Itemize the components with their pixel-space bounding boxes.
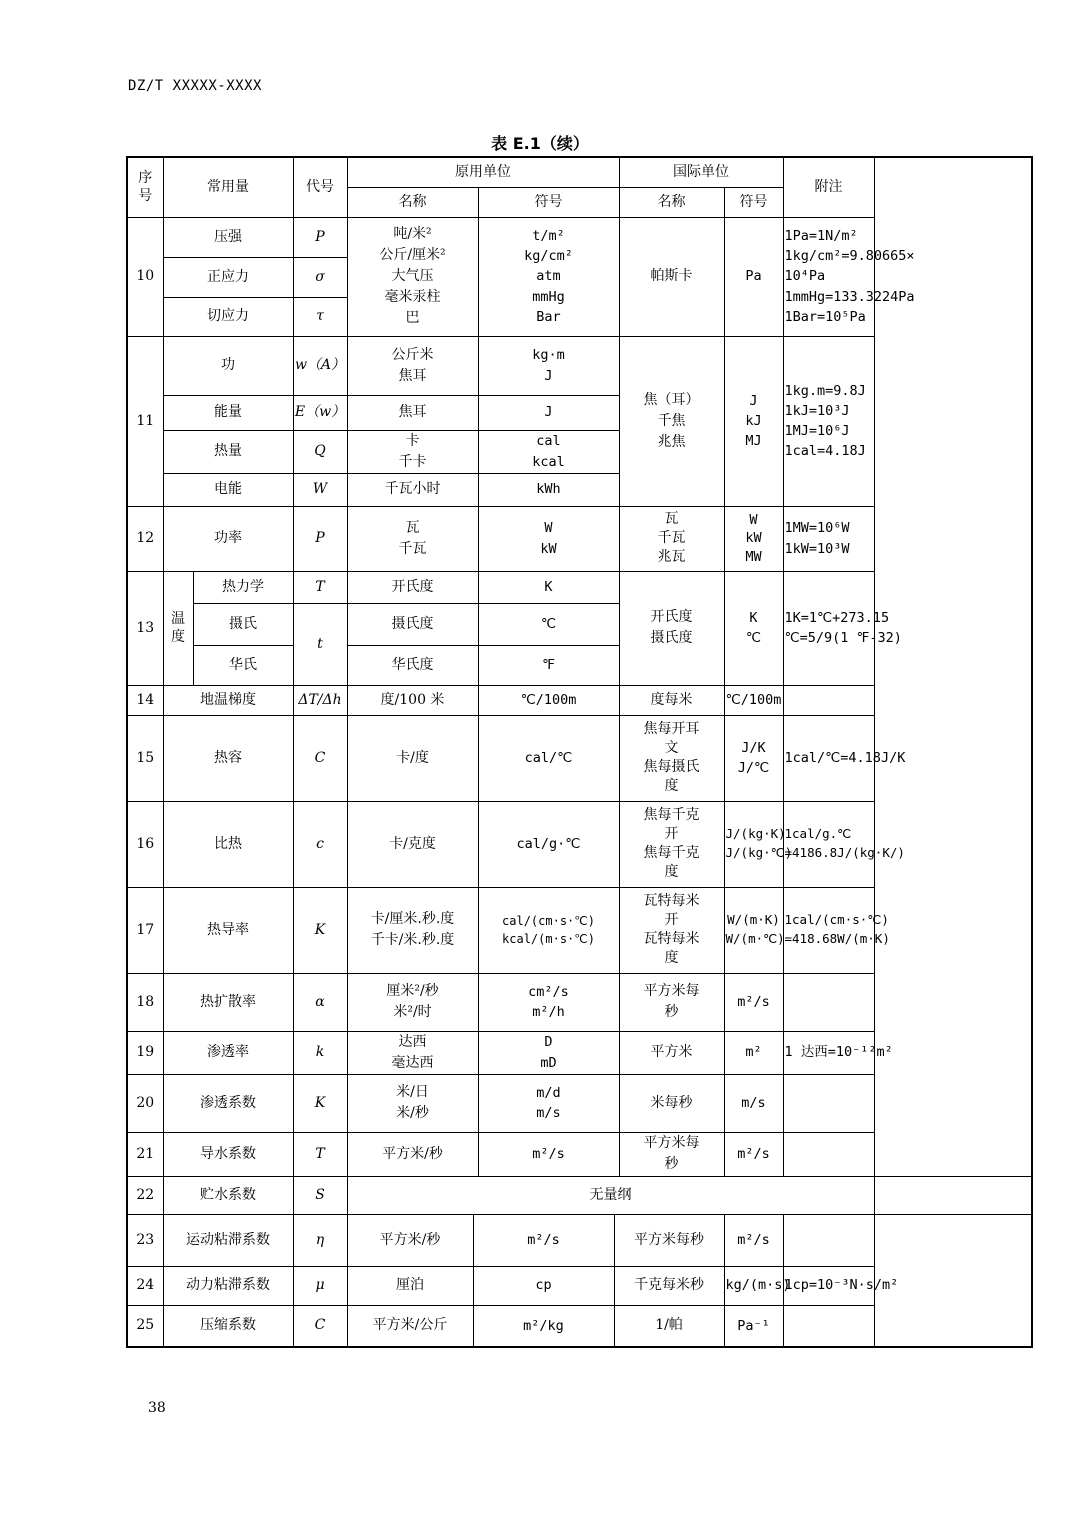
- quantity-cell: 压强: [163, 217, 293, 257]
- quantity-cell: 能量: [163, 395, 293, 430]
- symbol-cell: τ: [293, 297, 347, 336]
- note-cell: 1cal/℃=4.18J/K: [783, 715, 874, 801]
- symbol-cell: w（A）: [293, 336, 347, 395]
- quantity-cell: 电能: [163, 473, 293, 506]
- header-orig-sign: 符号: [478, 187, 619, 217]
- note-cell: [783, 1305, 874, 1347]
- quantity-cell: 地温梯度: [163, 685, 293, 715]
- note-cell: 1 达西=10⁻¹²m²: [783, 1031, 874, 1074]
- quantity-cell: 导水系数: [163, 1132, 293, 1176]
- orig-sign-cell: cm²/s m²/h: [478, 973, 619, 1031]
- symbol-cell: E（w）: [293, 395, 347, 430]
- orig-name-cell: 度/100 米: [347, 685, 478, 715]
- orig-name-cell: 公斤米 焦耳: [347, 336, 478, 395]
- note-cell: 1cp=10⁻³N·s/m²: [783, 1266, 874, 1305]
- si-name-cell: 平方米每 秒: [619, 973, 724, 1031]
- temperature-group-label: 温 度: [163, 571, 193, 685]
- orig-sign-cell: m²/s: [473, 1214, 614, 1266]
- symbol-cell: Q: [293, 430, 347, 473]
- orig-sign-cell: J: [478, 395, 619, 430]
- si-name-cell: 瓦特每米 开 瓦特每米 度: [619, 887, 724, 973]
- si-name-cell: 米每秒: [619, 1074, 724, 1132]
- row-number: 14: [127, 685, 163, 715]
- symbol-cell: K: [293, 887, 347, 973]
- si-sign-cell: m²/s: [724, 1132, 783, 1176]
- symbol-cell: T: [293, 1132, 347, 1176]
- si-sign-cell: Pa⁻¹: [724, 1305, 783, 1347]
- note-cell: [783, 1074, 874, 1132]
- si-name-cell: 焦每千克 开 焦每千克 度: [619, 801, 724, 887]
- orig-name-cell: 焦耳: [347, 395, 478, 430]
- si-sign-cell: J kJ MJ: [724, 336, 783, 506]
- symbol-cell: μ: [293, 1266, 347, 1305]
- note-cell: 1Pa=1N/m² 1kg/cm²=9.80665× 10⁴Pa 1mmHg=133.3224Pa 1Bar=10⁵Pa: [783, 217, 874, 336]
- si-sign-cell: m²/s: [724, 1214, 783, 1266]
- orig-name-cell: 摄氏度: [347, 603, 478, 645]
- quantity-cell: 热导率: [163, 887, 293, 973]
- orig-sign-cell: ℃/100m: [478, 685, 619, 715]
- row-number: 17: [127, 887, 163, 973]
- si-name-cell: 焦每开耳 文 焦每摄氏 度: [619, 715, 724, 801]
- orig-sign-cell: K: [478, 571, 619, 603]
- note-cell: [874, 1176, 1032, 1214]
- orig-sign-cell: cal kcal: [478, 430, 619, 473]
- si-sign-cell: W/(m·K) W/(m·℃): [724, 887, 783, 973]
- page-number: 38: [148, 1400, 166, 1416]
- header-si-sign: 符号: [724, 187, 783, 217]
- orig-sign-cell: ℃: [478, 603, 619, 645]
- quantity-cell: 切应力: [163, 297, 293, 336]
- si-name-cell: 平方米每 秒: [619, 1132, 724, 1176]
- row-number: 16: [127, 801, 163, 887]
- orig-sign-cell: t/m² kg/cm² atm mmHg Bar: [478, 217, 619, 336]
- row-number: 15: [127, 715, 163, 801]
- units-table: [126, 156, 1033, 1348]
- quantity-cell: 摄氏: [193, 603, 293, 645]
- orig-sign-cell: cal/(cm·s·℃) kcal/(m·s·℃): [478, 887, 619, 973]
- orig-name-cell: 平方米/公斤: [347, 1305, 473, 1347]
- orig-name-cell: 瓦 千瓦: [347, 506, 478, 571]
- symbol-cell: P: [293, 506, 347, 571]
- note-cell: 1K=1℃+273.15 ℃=5/9(1 ℉-32): [783, 571, 874, 685]
- si-sign-cell: kg/(m·s): [724, 1266, 783, 1305]
- quantity-cell: 功: [163, 336, 293, 395]
- orig-sign-cell: W kW: [478, 506, 619, 571]
- orig-name-cell: 卡 千卡: [347, 430, 478, 473]
- symbol-cell: W: [293, 473, 347, 506]
- row-number: 13: [127, 571, 163, 685]
- orig-name-cell: 千瓦小时: [347, 473, 478, 506]
- quantity-cell: 渗透率: [163, 1031, 293, 1074]
- row-number: 24: [127, 1266, 163, 1305]
- si-sign-cell: K ℃: [724, 571, 783, 685]
- si-sign-cell: m²: [724, 1031, 783, 1074]
- quantity-cell: 热力学: [193, 571, 293, 603]
- note-cell: [783, 685, 874, 715]
- symbol-cell: k: [293, 1031, 347, 1074]
- orig-sign-cell: m/d m/s: [478, 1074, 619, 1132]
- orig-name-cell: 厘米²/秒 米²/时: [347, 973, 478, 1031]
- orig-name-cell: 卡/度: [347, 715, 478, 801]
- orig-sign-cell: D mD: [478, 1031, 619, 1074]
- header-quantity: 常用量: [163, 157, 293, 217]
- si-name-cell: 开氏度 摄氏度: [619, 571, 724, 685]
- si-sign-cell: J/(kg·K) J/(kg·℃): [724, 801, 783, 887]
- si-name-cell: 帕斯卡: [619, 217, 724, 336]
- si-sign-cell: ℃/100m: [724, 685, 783, 715]
- row-number: 20: [127, 1074, 163, 1132]
- si-name-cell: 度每米: [619, 685, 724, 715]
- row-number: 18: [127, 973, 163, 1031]
- quantity-cell: 比热: [163, 801, 293, 887]
- quantity-cell: 动力粘滞系数: [163, 1266, 293, 1305]
- orig-sign-cell: kWh: [478, 473, 619, 506]
- orig-sign-cell: kg·m J: [478, 336, 619, 395]
- quantity-cell: 贮水系数: [163, 1176, 293, 1214]
- orig-name-cell: 平方米/秒: [347, 1214, 473, 1266]
- orig-sign-cell: cp: [473, 1266, 614, 1305]
- quantity-cell: 渗透系数: [163, 1074, 293, 1132]
- symbol-cell: C: [293, 1305, 347, 1347]
- row-number: 11: [127, 336, 163, 506]
- row-number: 12: [127, 506, 163, 571]
- table-title: 表 E.1（续）: [491, 134, 589, 153]
- header-orig-name: 名称: [347, 187, 478, 217]
- orig-name-cell: 开氏度: [347, 571, 478, 603]
- si-sign-cell: J/K J/℃: [724, 715, 783, 801]
- symbol-cell: S: [293, 1176, 347, 1214]
- note-cell: 1MW=10⁶W 1kW=10³W: [783, 506, 874, 571]
- orig-name-cell: 厘泊: [347, 1266, 473, 1305]
- orig-name-cell: 吨/米² 公斤/厘米² 大气压 毫米汞柱 巴: [347, 217, 478, 336]
- si-name-cell: 焦（耳） 千焦 兆焦: [619, 336, 724, 506]
- quantity-cell: 功率: [163, 506, 293, 571]
- symbol-cell: σ: [293, 257, 347, 297]
- row-number: 22: [127, 1176, 163, 1214]
- orig-name-cell: 华氏度: [347, 645, 478, 685]
- note-cell: 1cal/g.℃ =4186.8J/(kg·K/): [783, 801, 874, 887]
- orig-sign-cell: ℉: [478, 645, 619, 685]
- orig-name-cell: 达西 毫达西: [347, 1031, 478, 1074]
- note-cell: 1kg.m=9.8J 1kJ=10³J 1MJ=10⁶J 1cal=4.18J: [783, 336, 874, 506]
- quantity-cell: 热容: [163, 715, 293, 801]
- header-intl-units: 国际单位: [619, 157, 783, 187]
- si-name-cell: 瓦 千瓦 兆瓦: [619, 506, 724, 571]
- symbol-cell: K: [293, 1074, 347, 1132]
- si-sign-cell: m/s: [724, 1074, 783, 1132]
- note-cell: [783, 1214, 874, 1266]
- symbol-cell: ΔT/Δh: [293, 685, 347, 715]
- symbol-cell: c: [293, 801, 347, 887]
- orig-sign-cell: cal/g·℃: [478, 801, 619, 887]
- symbol-cell: α: [293, 973, 347, 1031]
- header-symbol: 代号: [293, 157, 347, 217]
- row-number: 21: [127, 1132, 163, 1176]
- si-name-cell: 平方米每秒: [614, 1214, 724, 1266]
- header-original-units: 原用单位: [347, 157, 619, 187]
- si-name-cell: 平方米: [619, 1031, 724, 1074]
- si-sign-cell: m²/s: [724, 973, 783, 1031]
- orig-name-cell: 米/日 米/秒: [347, 1074, 478, 1132]
- symbol-cell: η: [293, 1214, 347, 1266]
- quantity-cell: 华氏: [193, 645, 293, 685]
- header-seq: 序 号: [127, 157, 163, 217]
- note-cell: 1cal/(cm·s·℃) =418.68W/(m·K): [783, 887, 874, 973]
- note-cell: [783, 1132, 874, 1176]
- row-number: 10: [127, 217, 163, 336]
- si-name-cell: 1/帕: [614, 1305, 724, 1347]
- si-name-cell: 千克每米秒: [614, 1266, 724, 1305]
- si-sign-cell: W kW MW: [724, 506, 783, 571]
- row-number: 25: [127, 1305, 163, 1347]
- orig-name-cell: 卡/克度: [347, 801, 478, 887]
- orig-name-cell: 卡/厘米.秒.度 千卡/米.秒.度: [347, 887, 478, 973]
- header-remark: 附注: [783, 157, 874, 217]
- symbol-cell: T: [293, 571, 347, 603]
- orig-sign-cell: m²/kg: [473, 1305, 614, 1347]
- orig-sign-cell: cal/℃: [478, 715, 619, 801]
- si-sign-cell: Pa: [724, 217, 783, 336]
- quantity-cell: 压缩系数: [163, 1305, 293, 1347]
- note-cell: [783, 973, 874, 1031]
- quantity-cell: 运动粘滞系数: [163, 1214, 293, 1266]
- row-number: 19: [127, 1031, 163, 1074]
- symbol-cell: C: [293, 715, 347, 801]
- symbol-cell: P: [293, 217, 347, 257]
- dimensionless-cell: 无量纲: [347, 1176, 874, 1214]
- document-code: DZ/T XXXXX-XXXX: [128, 78, 262, 94]
- quantity-cell: 热扩散率: [163, 973, 293, 1031]
- row-number: 23: [127, 1214, 163, 1266]
- orig-sign-cell: m²/s: [478, 1132, 619, 1176]
- quantity-cell: 热量: [163, 430, 293, 473]
- symbol-cell: t: [293, 603, 347, 685]
- header-si-name: 名称: [619, 187, 724, 217]
- orig-name-cell: 平方米/秒: [347, 1132, 478, 1176]
- quantity-cell: 正应力: [163, 257, 293, 297]
